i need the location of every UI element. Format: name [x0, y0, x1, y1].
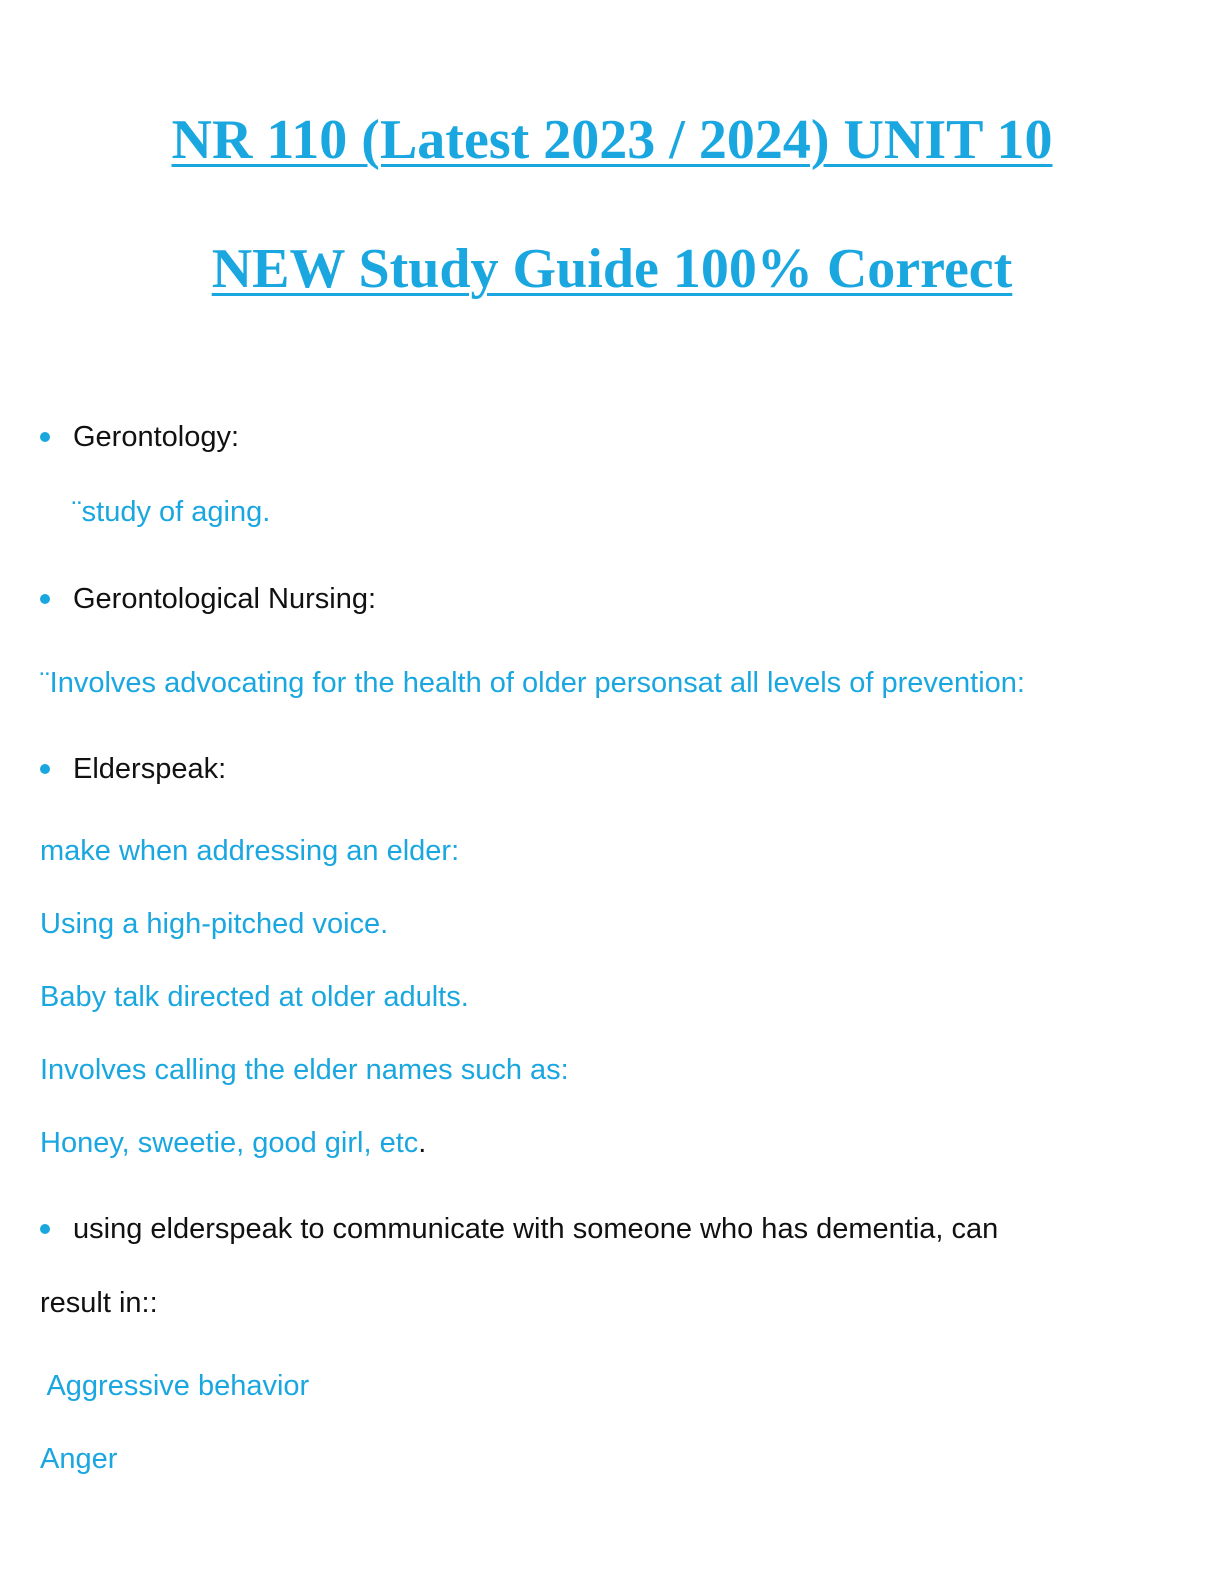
definition-line-text: Honey, sweetie, good girl, etc: [40, 1127, 419, 1159]
definition-line: Involves calling the elder names such as:: [40, 1054, 569, 1086]
term-label: Gerontological Nursing:: [73, 583, 377, 615]
term-label-continued: result in::: [40, 1287, 158, 1319]
bullet-icon: [40, 432, 50, 442]
document-title-line-2: [0, 237, 1224, 301]
definition-line-period: .: [418, 1127, 427, 1159]
term-label: Gerontology:: [73, 421, 240, 453]
list-item-gerontology: [40, 419, 239, 455]
term-definition: ¨study of aging.: [72, 496, 271, 528]
definition-line: make when addressing an elder:: [40, 835, 460, 867]
document-title-line-1: [0, 108, 1224, 172]
bullet-icon: [40, 1224, 50, 1234]
term-label: using elderspeak to communicate with someone who has dementia, can: [73, 1213, 999, 1245]
bullet-icon: [40, 764, 50, 774]
title-line-2-text: NEW Study Guide 100% Correct: [211, 238, 1013, 300]
title-line-1-text: NR 110 (Latest 2023 / 2024) UNIT 10: [171, 109, 1053, 171]
list-item-gerontological-nursing: [40, 581, 376, 617]
definition-line: [40, 1125, 426, 1161]
result-line: Aggressive behavior: [40, 1370, 310, 1402]
term-definition: ¨Involves advocating for the health of older personsat all levels of prevention:: [40, 667, 1025, 699]
definition-line: Using a high-pitched voice.: [40, 908, 389, 940]
list-item-elderspeak-dementia: [40, 1211, 998, 1247]
result-line: Anger: [40, 1443, 118, 1475]
list-item-elderspeak: [40, 751, 226, 787]
definition-line: Baby talk directed at older adults.: [40, 981, 469, 1013]
bullet-icon: [40, 594, 50, 604]
term-label: Elderspeak:: [73, 753, 227, 785]
